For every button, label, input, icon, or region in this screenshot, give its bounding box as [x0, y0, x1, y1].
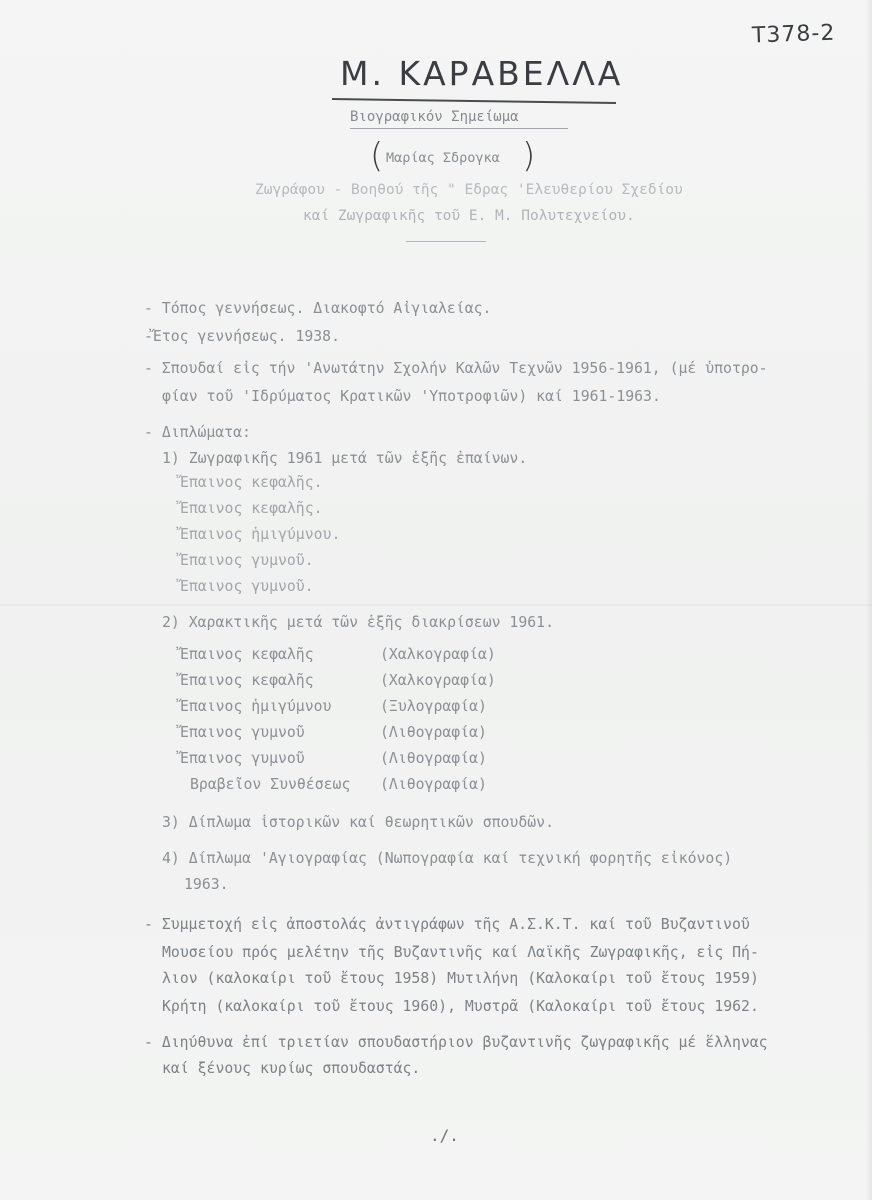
engraving-award: Ἔπαινος γυμνοῦ [180, 724, 305, 741]
end-mark: ./. [430, 1126, 459, 1145]
painting-award: Ἔπαινος κεφαλῆς. [180, 500, 323, 517]
engraving-award: Βραβεῖον Συνθέσεως [190, 776, 351, 793]
engraving-technique: (Ξυλογραφία) [380, 698, 487, 715]
engraving-diploma-heading: 2) Χαρακτικῆς μετά τῶν ἑξῆς διακρίσεων 1961. [162, 614, 554, 631]
workshop-line: καί ξένους κυρίως σπουδαστάς. [162, 1060, 421, 1077]
engraving-technique: (Λιθογραφία) [380, 750, 487, 767]
painting-award: Ἔπαινος κεφαλῆς. [180, 474, 323, 491]
document-title: Μ. ΚΑΡΑΒΕΛΛΑ [340, 54, 624, 93]
icon-diploma-line-1: 4) Δίπλωμα 'Αγιογραφίας (Νωπογραφία καί τεχνική φορητῆς εἰκόνος) [162, 850, 733, 867]
role-line-2: καί Ζωγραφικῆς τοῦ Ε. Μ. Πολυτεχνείου. [303, 208, 635, 224]
participation-line: Μουσείου πρός μελέτην τῆς Βυζαντινῆς καί Λαϊκῆς Ζωγραφικῆς, εἰς Πή- [162, 944, 759, 961]
person-name: Μαρίας Σδρογκα [386, 150, 500, 166]
bracket-right-mark: ) [522, 136, 536, 176]
participation-line: λιον (καλοκαίρι τοῦ ἔτους 1958) Μυτιλήνη (Καλοκαίρι τοῦ ἔτους 1959) [162, 970, 759, 987]
theory-diploma-line: 3) Δίπλωμα ἱστορικῶν καί θεωρητικῶν σπουδῶν. [162, 814, 554, 831]
engraving-award: Ἔπαινος γυμνοῦ [180, 750, 305, 767]
studies-line-1: - Σπουδαί εἰς τήν 'Ανωτάτην Σχολήν Καλῶν Τεχνῶν 1956-1961, (μέ ὑποτρο- [144, 360, 768, 377]
engraving-award: Ἔπαινος κεφαλῆς [180, 672, 314, 689]
painting-diploma-heading: 1) Ζωγραφικῆς 1961 μετά τῶν ἑξῆς ἐπαίνων. [162, 450, 528, 467]
engraving-award: Ἔπαινος ἡμιγύμνου [180, 698, 332, 715]
bracket-left-mark: ( [370, 136, 384, 176]
role-separator [406, 241, 486, 242]
workshop-line: - Διηύθυνα ἐπί τριετίαν σπουδαστήριον βυζαντινῆς ζωγραφικῆς μέ ἕλληνας [144, 1034, 768, 1051]
icon-diploma-line-2: 1963. [184, 876, 229, 893]
title-underline [332, 98, 616, 104]
engraving-technique: (Χαλκογραφία) [380, 672, 496, 689]
birthyear-line: -Ἔτος γεννήσεως. 1938. [144, 328, 340, 345]
archive-reference: Τ378-2 [751, 20, 836, 49]
studies-line-2: φίαν τοῦ 'Ιδρύματος Κρατικῶν 'Υποτροφιῶν) καί 1961-1963. [162, 388, 661, 405]
role-line-1: Ζωγράφου - Βοηθού τῆς " Εδρας 'Ελευθερίου Σχεδίου [255, 182, 683, 198]
birthplace-line: - Τόπος γεννήσεως. Διακοφτό Αἰγιαλείας. [144, 300, 492, 317]
engraving-technique: (Λιθογραφία) [380, 724, 487, 741]
participation-line: Κρήτη (καλοκαίρι τοῦ ἔτους 1960), Μυστρᾶ (Καλοκαίρι τοῦ ἔτους 1962. [162, 998, 759, 1015]
painting-award: Ἔπαινος ἡμιγύμνου. [180, 526, 341, 543]
diplomas-heading: - Διπλώματα: [144, 424, 251, 441]
participation-line: - Συμμετοχή εἰς ἀποστολάς ἀντιγράφων τῆς Α.Σ.Κ.Τ. καί τοῦ Βυζαντινοῦ [144, 916, 750, 933]
subtitle-underline [350, 128, 568, 129]
document-subtitle: Βιογραφικόν Σημείωμα [350, 109, 519, 125]
paper-fold [0, 604, 872, 606]
painting-award: Ἔπαινος γυμνοῦ. [180, 578, 314, 595]
engraving-technique: (Λιθογραφία) [380, 776, 487, 793]
engraving-award: Ἔπαινος κεφαλῆς [180, 646, 314, 663]
paper-edge-shadow [866, 0, 872, 1200]
engraving-technique: (Χαλκογραφία) [380, 646, 496, 663]
painting-award: Ἔπαινος γυμνοῦ. [180, 552, 314, 569]
